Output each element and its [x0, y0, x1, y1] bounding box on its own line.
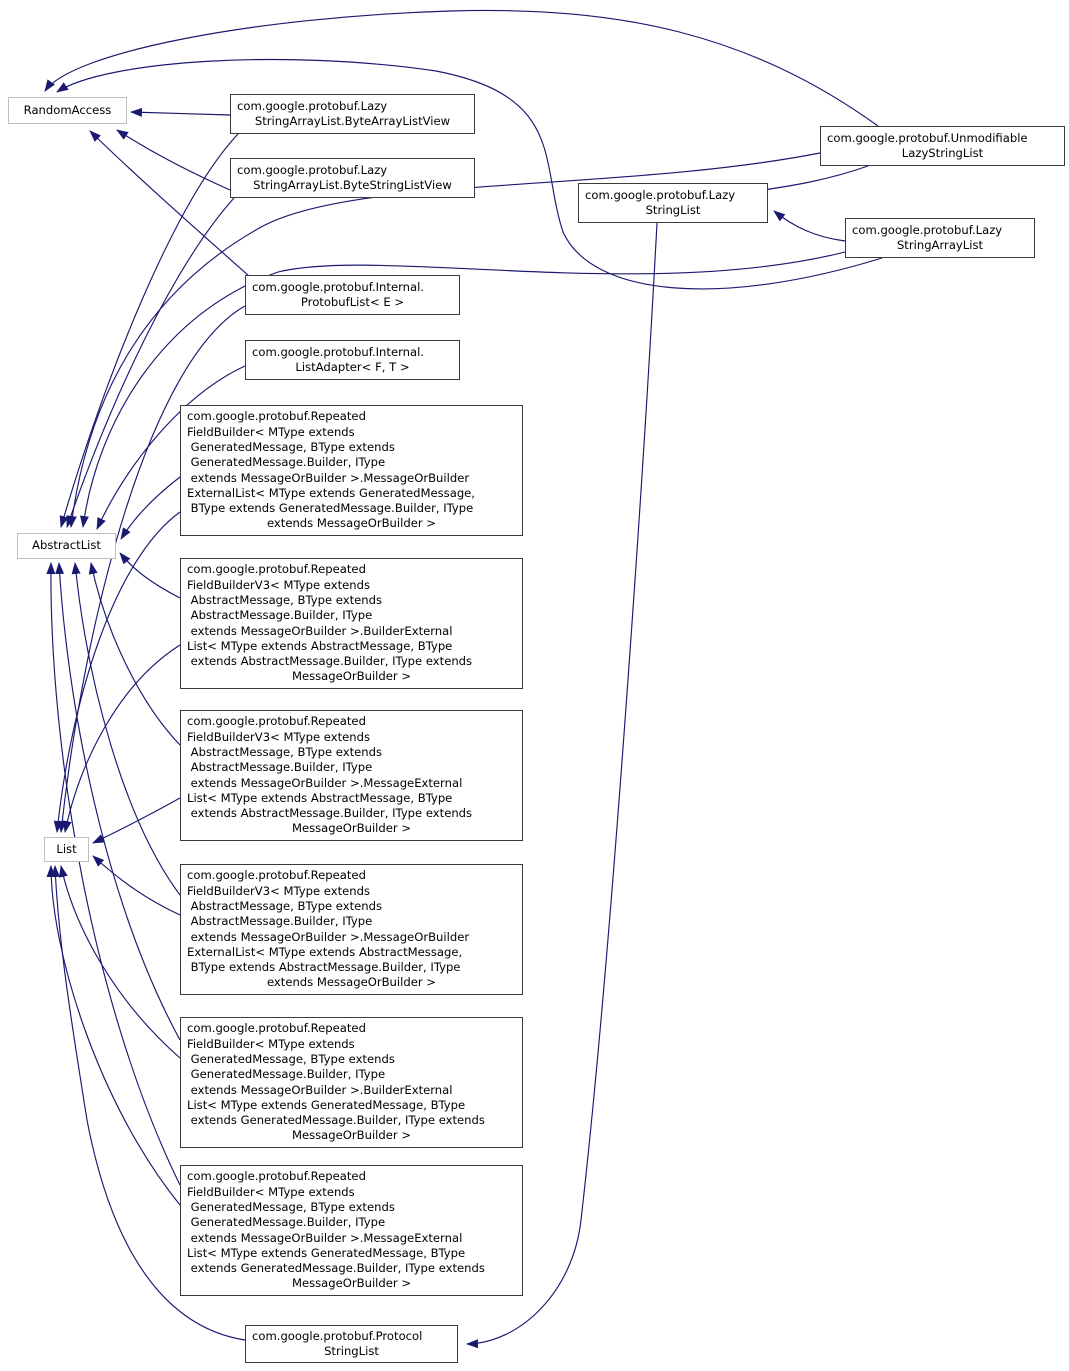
node-label-line: LazyStringList [901, 146, 984, 160]
node-label-line: GeneratedMessage, BType extends [187, 1199, 395, 1214]
node-label-line: GeneratedMessage.Builder, IType [187, 455, 386, 470]
node-label-line: StringList [324, 1344, 379, 1358]
node-label-line: FieldBuilder< MType extends [187, 424, 355, 439]
node-label-line: MessageOrBuilder > [291, 821, 412, 836]
edge-rfbv3-message-external-list--list [93, 798, 180, 843]
edge-rfb-builder-external-list--list [61, 866, 180, 1058]
node-unmodifiable-lazy-string-list[interactable] [820, 126, 1065, 166]
node-label-line: BType extends GeneratedMessage.Builder, IType [187, 501, 474, 516]
node-label-line: extends AbstractMessage.Builder, IType extends [187, 806, 473, 821]
edge-rfbv3-builder-external-list--list [65, 645, 180, 832]
node-label-line: com.google.protobuf.Lazy [237, 98, 388, 113]
node-abstract-list [17, 533, 116, 559]
node-label-line: com.google.protobuf.Repeated [187, 409, 366, 424]
node-label-line: extends MessageOrBuilder > [266, 516, 436, 531]
node-label-line: extends MessageOrBuilder >.MessageOrBuilder [187, 929, 470, 944]
edge-rfb-message-or-builder-external-list--abstract-list [121, 477, 180, 539]
edge-byte-array-list-view--random-access [131, 112, 230, 115]
node-label-line: com.google.protobuf.Internal. [252, 279, 424, 294]
node-label-line: com.google.protobuf.Repeated [187, 868, 366, 883]
node-label-line: AbstractMessage, BType extends [187, 592, 383, 607]
node-label-line: FieldBuilder< MType extends [187, 1036, 355, 1051]
node-lazy-string-array-list[interactable] [845, 218, 1035, 258]
edge-rfbv3-message-or-builder-external-list--abstract-list [75, 563, 180, 895]
edge-unmodifiable-lazy-string-list--lazy-string-list [756, 166, 868, 191]
node-label-line: GeneratedMessage.Builder, IType [187, 1215, 386, 1230]
node-label-line: extends MessageOrBuilder >.MessageExternal [187, 775, 463, 790]
edge-lazy-string-array-list--lazy-string-list [774, 211, 845, 241]
node-byte-string-list-view[interactable] [230, 158, 475, 198]
node-rfbv3-message-external-list[interactable] [180, 710, 523, 841]
node-label-line: StringArrayList [896, 238, 984, 252]
node-label-line: StringArrayList.ByteArrayListView [254, 114, 451, 128]
node-rfb-message-external-list[interactable] [180, 1165, 523, 1296]
node-label-line: com.google.protobuf.Repeated [187, 1169, 366, 1184]
node-label-line: com.google.protobuf.Lazy [852, 222, 1003, 237]
node-label-line: ListAdapter< F, T > [295, 360, 410, 374]
edge-rfb-message-external-list--list [51, 866, 180, 1205]
node-label-line: List< MType extends GeneratedMessage, BType [187, 1097, 466, 1112]
node-label-line: com.google.protobuf.Repeated [187, 714, 366, 729]
edge-rfb-message-external-list--abstract-list [51, 563, 180, 1185]
node-label-line: AbstractMessage.Builder, IType [187, 760, 373, 775]
node-label-line: extends MessageOrBuilder >.BuilderExternal [187, 623, 453, 638]
edge-rfbv3-builder-external-list--abstract-list [120, 553, 180, 598]
node-label-line: StringList [645, 203, 701, 217]
node-label-line: ProtobufList< E > [300, 295, 405, 309]
node-label-line: GeneratedMessage.Builder, IType [187, 1067, 386, 1082]
node-label-line: com.google.protobuf.Lazy [237, 162, 388, 177]
node-label-line: extends AbstractMessage.Builder, IType extends [187, 654, 473, 669]
node-label-line: com.google.protobuf.Lazy [585, 187, 736, 202]
node-label-line: com.google.protobuf.Protocol [252, 1328, 423, 1343]
node-rfb-message-or-builder-external-list[interactable] [180, 405, 523, 536]
node-protocol-string-list[interactable] [245, 1325, 458, 1363]
edge-rfb-builder-external-list--abstract-list [59, 563, 180, 1040]
edge-protobuf-list--random-access [90, 131, 249, 276]
node-label-line: FieldBuilderV3< MType extends [187, 577, 371, 592]
node-label-line: extends MessageOrBuilder >.MessageExternal [187, 1230, 463, 1245]
node-label-line: extends MessageOrBuilder >.BuilderExternal [187, 1082, 453, 1097]
edge-rfbv3-message-or-builder-external-list--list [93, 856, 180, 915]
node-label-line: extends GeneratedMessage.Builder, IType extends [187, 1261, 485, 1276]
node-label-line: MessageOrBuilder > [291, 1128, 412, 1143]
node-label-line: List< MType extends GeneratedMessage, BType [187, 1245, 466, 1260]
node-label-line: AbstractMessage, BType extends [187, 898, 383, 913]
node-label-line: AbstractMessage, BType extends [187, 744, 383, 759]
node-rfbv3-message-or-builder-external-list[interactable] [180, 864, 523, 995]
node-rfb-builder-external-list[interactable] [180, 1017, 523, 1148]
node-label-line: GeneratedMessage, BType extends [187, 1051, 395, 1066]
node-label-line: AbstractMessage.Builder, IType [187, 914, 373, 929]
node-label-line: com.google.protobuf.Repeated [187, 562, 366, 577]
node-random-access [8, 97, 127, 124]
node-label-line: List [56, 841, 77, 856]
node-rfbv3-builder-external-list[interactable] [180, 558, 523, 689]
node-label-line: com.google.protobuf.Repeated [187, 1021, 366, 1036]
node-label-line: FieldBuilderV3< MType extends [187, 883, 371, 898]
edge-byte-string-list-view--random-access [117, 130, 230, 190]
node-label-line: com.google.protobuf.Unmodifiable [827, 130, 1028, 145]
node-label-line: GeneratedMessage, BType extends [187, 439, 395, 454]
node-label-line: MessageOrBuilder > [291, 669, 412, 684]
edge-rfb-message-or-builder-external-list--list [57, 512, 180, 832]
node-label-line: ExternalList< MType extends GeneratedMessage, [187, 485, 475, 500]
node-label-line: StringArrayList.ByteStringListView [253, 178, 452, 192]
node-label-line: FieldBuilderV3< MType extends [187, 729, 371, 744]
node-list-adapter[interactable] [245, 340, 460, 380]
node-label-line: List< MType extends AbstractMessage, BType [187, 790, 453, 805]
node-label-line: AbstractMessage.Builder, IType [187, 608, 373, 623]
node-label-line: RandomAccess [23, 102, 112, 117]
node-label-line: extends GeneratedMessage.Builder, IType extends [187, 1113, 485, 1128]
node-label-line: FieldBuilder< MType extends [187, 1184, 355, 1199]
node-list [44, 837, 89, 862]
node-label-line: AbstractList [32, 538, 101, 553]
node-label-line: MessageOrBuilder > [291, 1276, 412, 1291]
node-lazy-string-list[interactable] [578, 183, 768, 223]
node-label-line: ExternalList< MType extends AbstractMessage, [187, 944, 463, 959]
node-label-line: com.google.protobuf.Internal. [252, 344, 424, 359]
node-label-line: extends MessageOrBuilder > [266, 975, 436, 990]
node-label-line: List< MType extends AbstractMessage, BType [187, 638, 453, 653]
node-label-line: BType extends AbstractMessage.Builder, IType [187, 960, 461, 975]
node-byte-array-list-view[interactable] [230, 94, 475, 134]
node-label-line: extends MessageOrBuilder >.MessageOrBuilder [187, 470, 470, 485]
node-protobuf-list[interactable] [245, 275, 460, 315]
